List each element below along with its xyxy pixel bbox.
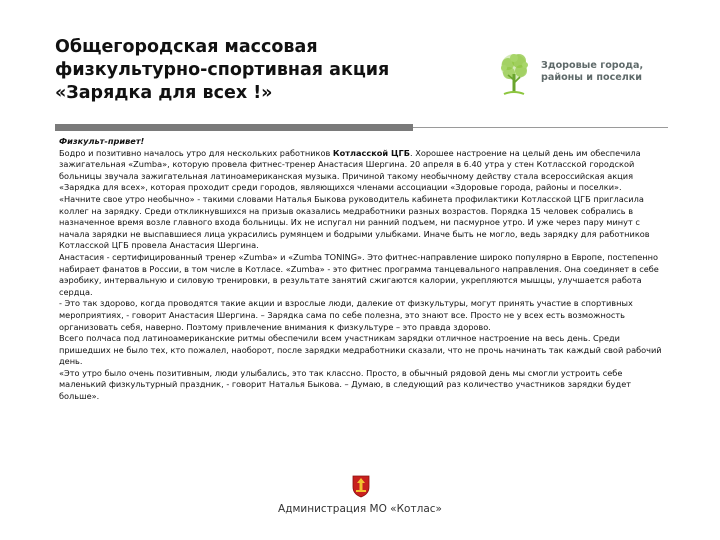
p1-highlight: Котласской ЦГБ [332,147,411,158]
footer-caption: Администрация МО «Котлас» [278,503,442,515]
logo-caption [541,60,681,84]
article-paragraph-3: Анастасия - сертифицированный тренер «Zumba» и «Zumba TONING». Это фитнес-направление широко популярно в Европе, постепенно набирает фанатов в России, в том числе в Котласе. «Zumba» - это фитнес программа танцевального направления. Она соединяет в себе аэробику, интервальную и силовую тренировки, в результате занятий сжигаются калории, укрепляются мышцы, улучшается работа сердца. [59,251,659,297]
healthy-cities-logo [492,50,682,100]
article-paragraph-6: «Это утро было очень позитивным, люди улыбались, это так классно. Просто, в обычный рядовой день мы смогли устроить себе маленький физкультурный праздник, - говорит Наталья Быкова. – Думаю, в следующий раз количество участников зарядки будет больше». [59,367,631,402]
p1-after: . Хорошее настроение на целый день им обеспечила зажигательная «Zumba», которую провела фитнес-тренер Анастасия Шергина. 20 апреля в 6.40 утра у стен Котласской городской больницы звучала зажигательная латиноамериканская музыка. Причиной такому необычному действу стала всероссийская акция «Зарядка для всех», которая проходит среди городов, являющихся членами ассоциации «Здоровые города, районы и поселки». [59,147,641,193]
title-divider-bar [55,124,413,131]
logo-line-2: районы и поселки [541,72,643,83]
article-paragraph-2: «Начните свое утро необычно» - такими словами Наталья Быкова руководитель кабинета профилактики Котласской ЦГБ пригласила коллег на зарядку. Среди откликнувшихся на призыв оказались медработники разных возрастов. Порядка 15 человек собрались в назначенное время возле главного входа больницы. Их не испугал ни ранний подъем, ни пасмурное утро. И уже через пару минут с начала зарядки не выспавшиеся лица украсились румянцем и бодрыми улыбками. Иначе быть не могло, ведь зарядку для работников Котласской ЦГБ провела Анастасия Шергина. [59,193,650,251]
title-line-1: Общегородская массовая [55,37,318,57]
article-paragraph-5: Всего полчаса под латиноамериканские ритмы обеспечили всем участникам зарядки отличное настроение на весь день. Среди пришедших не было тех, кто пожалел, наоборот, после зарядки медработники сказали, что не прочь начинать так каждый свой рабочий день. [59,333,662,367]
title-line-3: «Зарядка для всех !» [55,83,273,103]
title-divider-line [413,127,668,128]
article-lead: Физкульт-привет! [59,136,145,146]
p1-before: Бодро и позитивно началось утро для нескольких работников [59,147,333,158]
article-paragraph-4: - Это так здорово, когда проводятся такие акции и взрослые люди, далекие от физкультуры, могут принять участие в спортивных мероприятиях, - говорит Анастасия Шергина. – Зарядка сама по себе полезна, это знают все. Просто не у всех есть возможность организовать себя, наверно. Поэтому привлечение внимания к физкультуре – это правда здорово. [59,298,633,332]
kotlas-coat-of-arms-icon [351,474,371,498]
green-tree-icon [492,50,536,98]
slide-title [55,36,475,105]
logo-line-1: Здоровые города, [541,60,644,71]
article-paragraph-1 [59,148,671,194]
article-text [59,136,671,403]
title-line-2: физкультурно-спортивная акция [55,60,390,80]
